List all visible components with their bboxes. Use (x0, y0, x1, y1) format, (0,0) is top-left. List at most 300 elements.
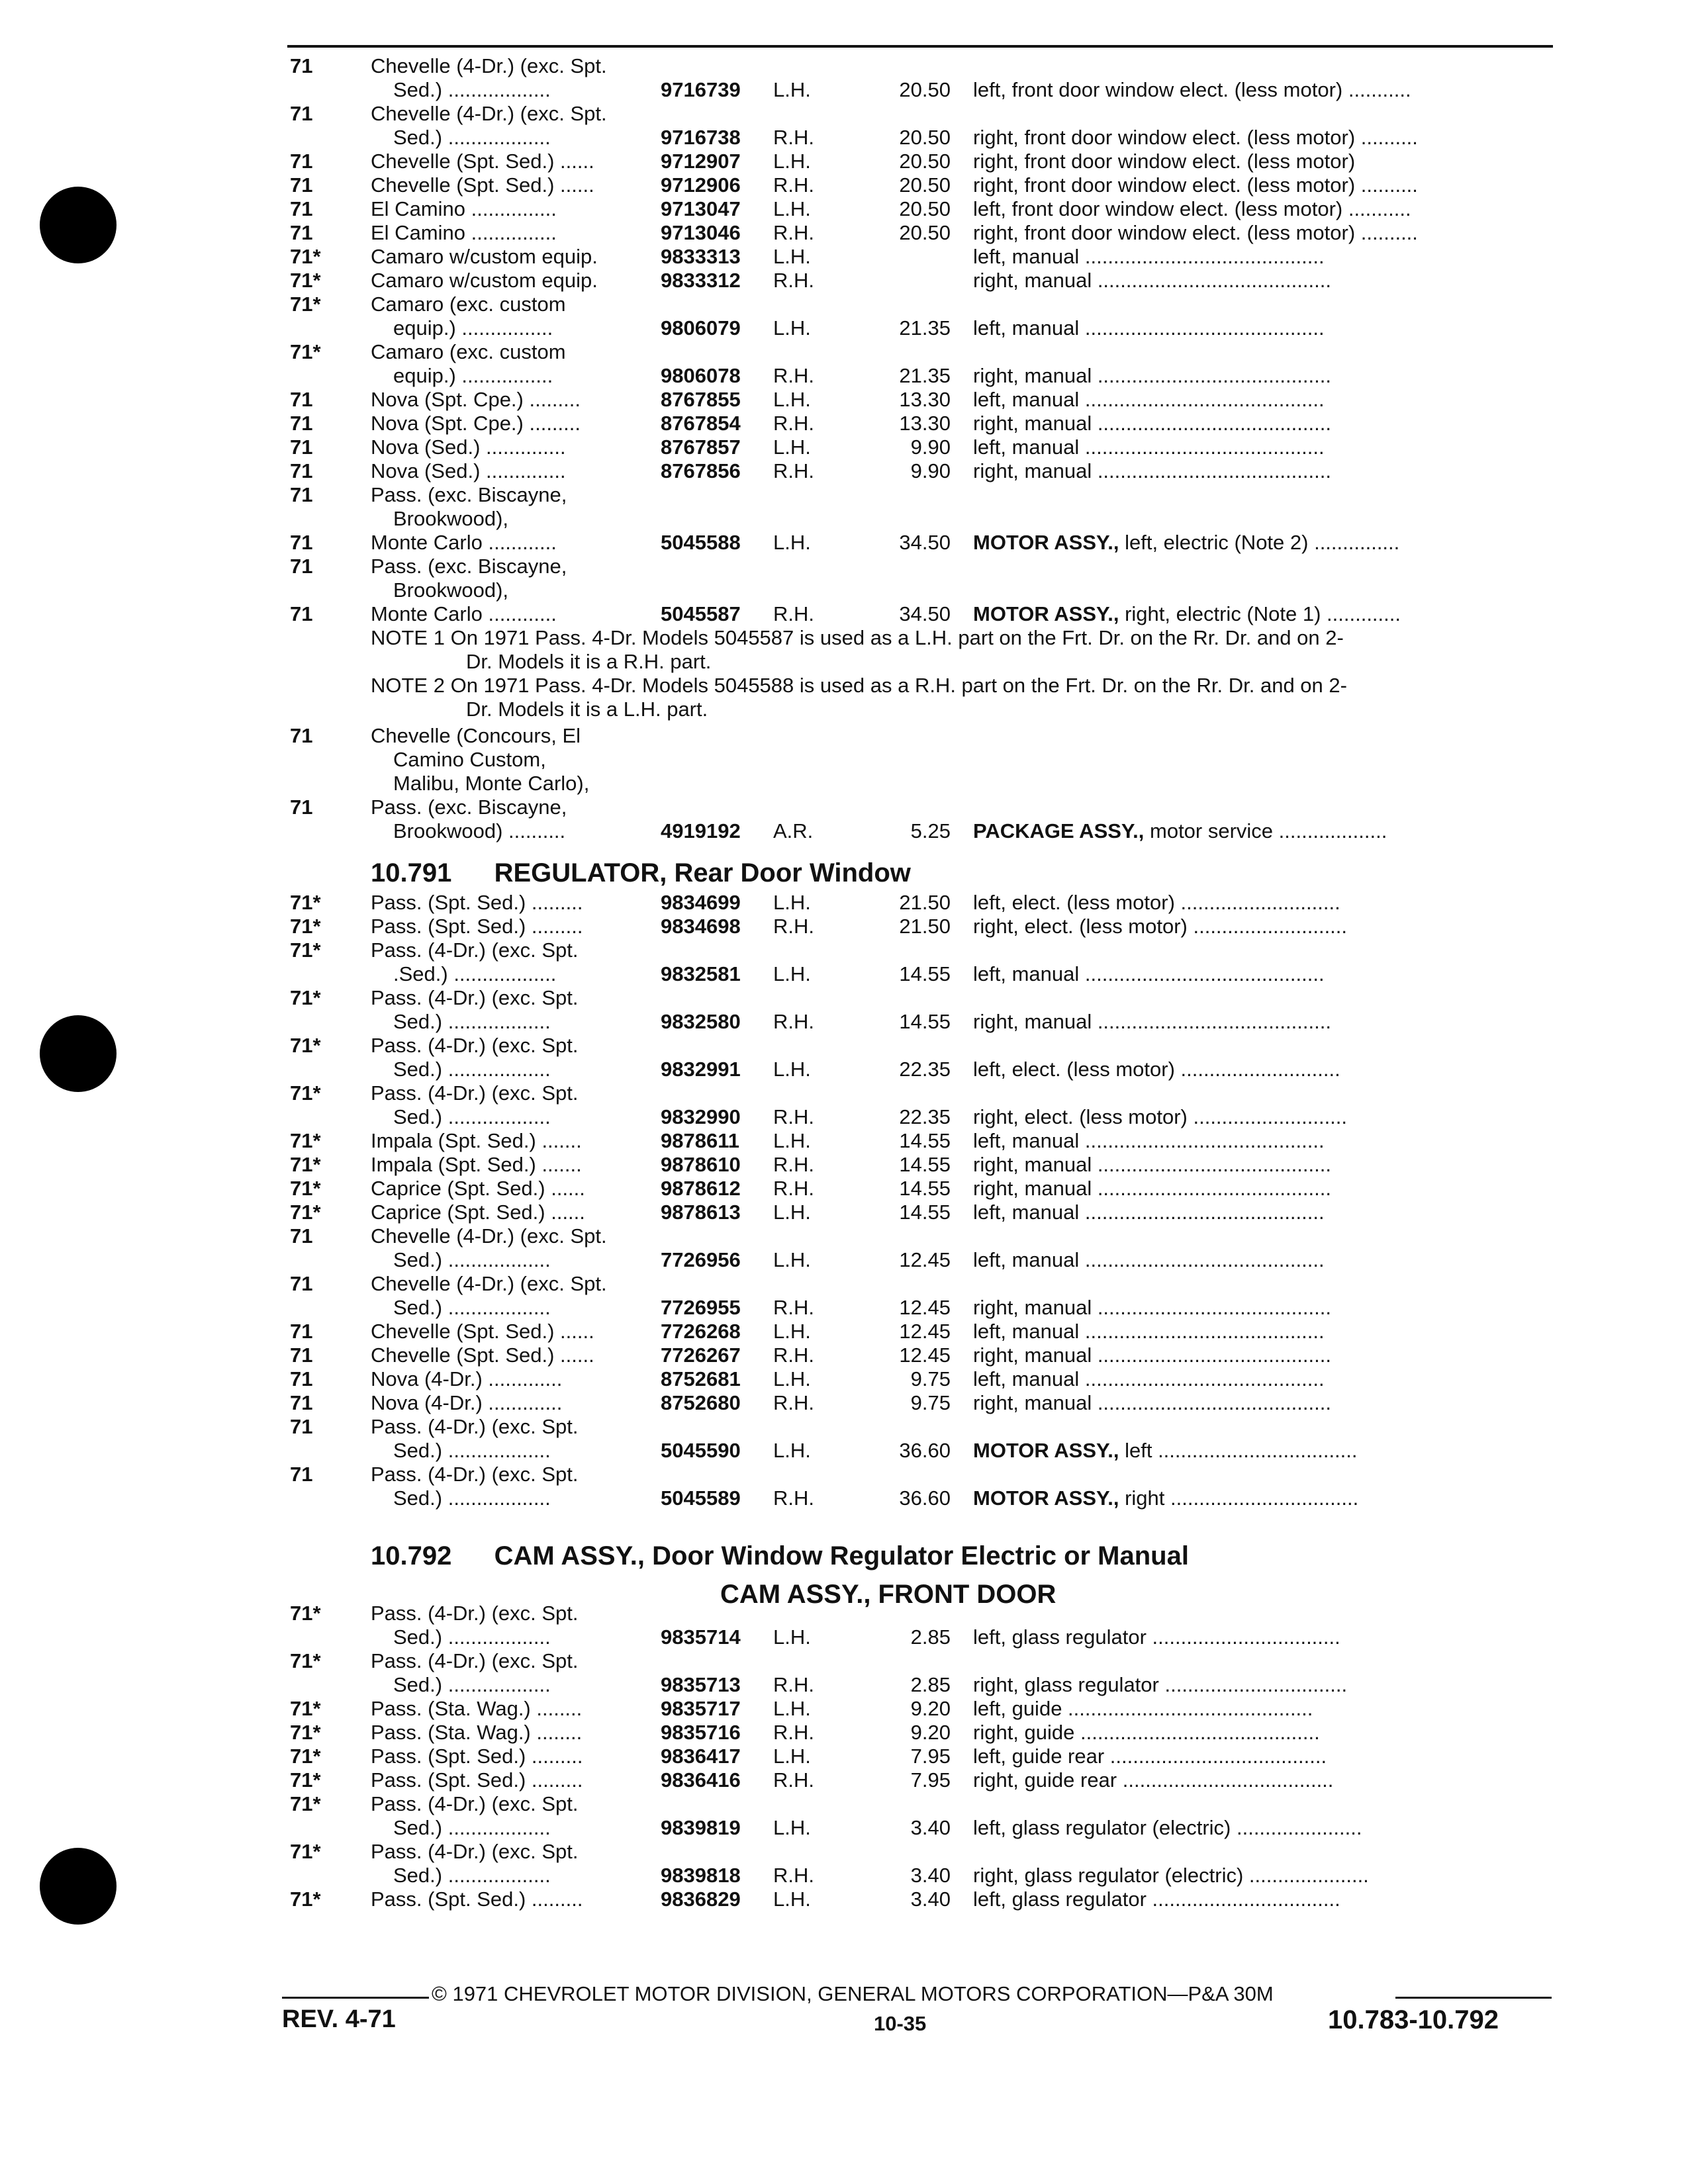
description-detail: right, front door window elect. (less motor) (973, 150, 1356, 173)
description (973, 435, 1549, 459)
note (371, 626, 1556, 674)
part-number: 9834698 (661, 915, 741, 938)
description (973, 962, 1549, 986)
model-year: 71 (290, 1343, 313, 1367)
price: 3.40 (910, 1864, 951, 1887)
part-number: 9878611 (661, 1129, 739, 1152)
application: Monte Carlo ............ (371, 602, 557, 625)
side-code: R.H. (773, 126, 814, 149)
part-number: 9716739 (661, 78, 741, 101)
price: 34.50 (899, 531, 951, 554)
application: Sed.) .................. (393, 126, 551, 149)
parts-row (0, 1391, 1688, 1418)
side-code: L.H. (773, 1625, 811, 1649)
model-year: 71 (290, 1463, 313, 1486)
model-year: 71* (290, 1081, 321, 1105)
parts-row (0, 1840, 1688, 1866)
price: 14.55 (899, 1153, 951, 1176)
part-number: 9836829 (661, 1888, 741, 1911)
description (973, 245, 1549, 269)
application: Monte Carlo ............ (371, 531, 557, 554)
price: 22.35 (899, 1058, 951, 1081)
parts-row (0, 364, 1688, 390)
parts-row (0, 340, 1688, 367)
side-code: R.H. (773, 1673, 814, 1696)
model-year: 71 (290, 388, 313, 411)
side-code: R.H. (773, 602, 814, 625)
description-detail: left, guide rear ...................................... (973, 1745, 1327, 1768)
parts-row (0, 1343, 1688, 1370)
description-detail: left, manual .......................................... (973, 1248, 1325, 1271)
application: Pass. (4-Dr.) (exc. Spt. (371, 1649, 579, 1672)
price: 9.20 (910, 1721, 951, 1744)
price: 14.55 (899, 1177, 951, 1200)
description-detail: right, manual ......................................... (973, 364, 1331, 387)
model-year: 71 (290, 435, 313, 459)
side-code: L.H. (773, 891, 811, 914)
model-year: 71* (290, 1177, 321, 1200)
application: El Camino ............... (371, 197, 557, 220)
description (973, 1010, 1549, 1034)
description-item-name: PACKAGE ASSY., (973, 819, 1145, 842)
description (973, 316, 1549, 340)
price: 9.90 (910, 435, 951, 459)
part-number: 9806079 (661, 316, 741, 340)
application: Chevelle (Spt. Sed.) ...... (371, 1320, 594, 1343)
model-year: 71* (290, 1201, 321, 1224)
parts-row (0, 1864, 1688, 1890)
part-number: 7726955 (661, 1296, 741, 1319)
application: Pass. (4-Dr.) (exc. Spt. (371, 1034, 579, 1057)
side-code: R.H. (773, 915, 814, 938)
side-code: R.H. (773, 1296, 814, 1319)
application: Chevelle (4-Dr.) (exc. Spt. (371, 102, 607, 125)
description-detail: right, glass regulator (electric) ..................... (973, 1864, 1369, 1887)
price: 2.85 (910, 1625, 951, 1649)
parts-row (0, 126, 1688, 152)
model-year: 71 (290, 602, 313, 625)
parts-row (0, 602, 1688, 629)
description-detail: motor service ................... (1144, 819, 1387, 842)
footer-copyright: © 1971 CHEVROLET MOTOR DIVISION, GENERAL MOTORS CORPORATION—P&A 30M (432, 1982, 1274, 2005)
parts-row (0, 1010, 1688, 1036)
description (973, 819, 1549, 843)
side-code: L.H. (773, 1816, 811, 1839)
part-number: 7726267 (661, 1343, 741, 1367)
application: Pass. (4-Dr.) (exc. Spt. (371, 1840, 579, 1863)
model-year: 71* (290, 1034, 321, 1057)
part-number: 9878612 (661, 1177, 741, 1200)
part-number: 8767854 (661, 412, 741, 435)
application: Pass. (4-Dr.) (exc. Spt. (371, 1602, 579, 1625)
application: Sed.) .................. (393, 1058, 551, 1081)
application: Brookwood), (393, 578, 509, 602)
part-number: 9713047 (661, 197, 741, 220)
application: Brookwood) .......... (393, 819, 566, 842)
application: Sed.) .................. (393, 1439, 551, 1462)
application: Chevelle (Concours, El (371, 724, 581, 747)
description-item-name: MOTOR ASSY., (973, 1439, 1119, 1462)
part-number: 8752681 (661, 1367, 741, 1390)
application: Sed.) .................. (393, 1105, 551, 1128)
model-year: 71 (290, 796, 313, 819)
model-year: 71 (290, 724, 313, 747)
model-year: 71* (290, 1768, 321, 1792)
description (973, 1391, 1549, 1415)
price: 7.95 (910, 1768, 951, 1792)
application: equip.) ................ (393, 364, 553, 387)
parts-row (0, 102, 1688, 128)
description-item-name: MOTOR ASSY., (973, 1486, 1119, 1510)
description-detail: right, manual ......................................... (973, 1177, 1331, 1200)
side-code: L.H. (773, 1320, 811, 1343)
application: Camino Custom, (393, 748, 546, 771)
parts-row (0, 1129, 1688, 1156)
price: 20.50 (899, 173, 951, 197)
description-detail: right, elect. (less motor) ........................... (973, 915, 1348, 938)
parts-row (0, 388, 1688, 414)
price: 21.50 (899, 915, 951, 938)
price: 20.50 (899, 221, 951, 244)
price: 21.35 (899, 316, 951, 340)
price: 2.85 (910, 1673, 951, 1696)
description (973, 150, 1549, 173)
model-year: 71* (290, 1649, 321, 1672)
description-detail: left, guide ........................................... (973, 1697, 1313, 1720)
price: 14.55 (899, 1129, 951, 1152)
part-number: 9878613 (661, 1201, 741, 1224)
application: Pass. (Sta. Wag.) ........ (371, 1697, 583, 1720)
parts-row (0, 938, 1688, 965)
description-detail: right, front door window elect. (less motor) .......... (973, 173, 1418, 197)
description (973, 1768, 1549, 1792)
application: Pass. (Spt. Sed.) ......... (371, 1745, 583, 1768)
description-detail: left, manual .......................................... (973, 316, 1325, 340)
price: 9.75 (910, 1367, 951, 1390)
application: Pass. (4-Dr.) (exc. Spt. (371, 1463, 579, 1486)
description-detail: right, manual ......................................... (973, 1391, 1331, 1414)
part-number: 9832991 (661, 1058, 741, 1081)
side-code: L.H. (773, 1745, 811, 1768)
application: equip.) ................ (393, 316, 553, 340)
part-number: 9713046 (661, 221, 741, 244)
description (973, 1201, 1549, 1224)
parts-row (0, 1248, 1688, 1275)
part-number: 9832990 (661, 1105, 741, 1128)
parts-row (0, 748, 1688, 774)
parts-row (0, 1486, 1688, 1513)
parts-row (0, 1415, 1688, 1441)
side-code: R.H. (773, 269, 814, 292)
application: Camaro w/custom equip. (371, 245, 598, 268)
price: 7.95 (910, 1745, 951, 1768)
application: Nova (Spt. Cpe.) ......... (371, 388, 581, 411)
model-year: 71* (290, 269, 321, 292)
price: 36.60 (899, 1486, 951, 1510)
price: 12.45 (899, 1248, 951, 1271)
parts-row (0, 962, 1688, 989)
side-code: L.H. (773, 1697, 811, 1720)
model-year: 71 (290, 531, 313, 554)
part-number: 4919192 (661, 819, 741, 842)
application: Brookwood), (393, 507, 509, 530)
part-number: 5045590 (661, 1439, 741, 1462)
subsection-title: CAM ASSY., FRONT DOOR (720, 1580, 1056, 1609)
section-heading-10-792 (371, 1541, 1189, 1571)
application: Sed.) .................. (393, 1010, 551, 1033)
parts-row (0, 796, 1688, 822)
part-number: 9832580 (661, 1010, 741, 1033)
part-number: 5045588 (661, 531, 741, 554)
price: 5.25 (910, 819, 951, 842)
parts-row (0, 915, 1688, 941)
description-detail: right, manual ......................................... (973, 1343, 1331, 1367)
parts-row (0, 555, 1688, 581)
part-number: 9832581 (661, 962, 741, 985)
description-detail: left, manual .......................................... (973, 1367, 1325, 1390)
model-year: 71* (290, 1792, 321, 1815)
description-detail: left, manual .......................................... (973, 435, 1325, 459)
description-detail: left, manual .......................................... (973, 1201, 1325, 1224)
parts-row (0, 1081, 1688, 1108)
parts-row (0, 221, 1688, 248)
description-detail: right, manual ......................................... (973, 269, 1331, 292)
description (973, 1296, 1549, 1320)
side-code: L.H. (773, 388, 811, 411)
side-code: R.H. (773, 1010, 814, 1033)
price: 13.30 (899, 412, 951, 435)
application: Pass. (Spt. Sed.) ......... (371, 1768, 583, 1792)
application: El Camino ............... (371, 221, 557, 244)
application: .Sed.) .................. (393, 962, 557, 985)
price: 20.50 (899, 126, 951, 149)
description-detail: right, glass regulator ................................ (973, 1673, 1348, 1696)
description (973, 1320, 1549, 1343)
price: 12.45 (899, 1296, 951, 1319)
description-detail: left, glass regulator (electric) ...................... (973, 1816, 1362, 1839)
application: Nova (4-Dr.) ............. (371, 1367, 563, 1390)
part-number: 5045587 (661, 602, 741, 625)
application: Camaro (exc. custom (371, 340, 566, 363)
application: Pass. (4-Dr.) (exc. Spt. (371, 986, 579, 1009)
side-code: R.H. (773, 1177, 814, 1200)
application: Pass. (4-Dr.) (exc. Spt. (371, 1792, 579, 1815)
application: Camaro w/custom equip. (371, 269, 598, 292)
parts-row (0, 316, 1688, 343)
parts-row (0, 173, 1688, 200)
parts-row (0, 507, 1688, 533)
description (973, 459, 1549, 483)
model-year: 71* (290, 1840, 321, 1863)
description-detail: left, manual .......................................... (973, 1129, 1325, 1152)
description-detail: left, manual .......................................... (973, 388, 1325, 411)
application: Chevelle (Spt. Sed.) ...... (371, 173, 594, 197)
footer-rule-left (282, 1997, 429, 1999)
description-detail: left, electric (Note 2) ............... (1119, 531, 1400, 554)
side-code: L.H. (773, 531, 811, 554)
model-year: 71 (290, 197, 313, 220)
price: 3.40 (910, 1816, 951, 1839)
footer-rule-right (1395, 1997, 1552, 1999)
part-number: 7726268 (661, 1320, 741, 1343)
parts-row (0, 531, 1688, 557)
application: Pass. (exc. Biscayne, (371, 555, 567, 578)
side-code: L.H. (773, 316, 811, 340)
part-number: 9716738 (661, 126, 741, 149)
price: 14.55 (899, 1201, 951, 1224)
price: 12.45 (899, 1320, 951, 1343)
price: 14.55 (899, 962, 951, 985)
description-detail: right, front door window elect. (less motor) .......... (973, 126, 1418, 149)
side-code: R.H. (773, 173, 814, 197)
parts-row (0, 1888, 1688, 1914)
top-rule (287, 45, 1553, 48)
model-year: 71* (290, 938, 321, 962)
description-item-name: MOTOR ASSY., (973, 531, 1119, 554)
description (973, 364, 1549, 388)
description-detail: left, manual .......................................... (973, 245, 1325, 268)
description-detail: right, manual ......................................... (973, 1010, 1331, 1033)
side-code: L.H. (773, 962, 811, 985)
model-year: 71 (290, 1320, 313, 1343)
application: Chevelle (4-Dr.) (exc. Spt. (371, 1272, 607, 1295)
description-detail: right, front door window elect. (less motor) .......... (973, 221, 1418, 244)
model-year: 71 (290, 1272, 313, 1295)
description-detail: right, elect. (less motor) ........................... (973, 1105, 1348, 1128)
description (973, 412, 1549, 435)
description (973, 1343, 1549, 1367)
section-heading-10-791 (371, 858, 911, 888)
parts-row (0, 891, 1688, 917)
parts-row (0, 1367, 1688, 1394)
part-number: 9712906 (661, 173, 741, 197)
page-number: 10-35 (874, 2012, 927, 2035)
application: Caprice (Spt. Sed.) ...... (371, 1177, 585, 1200)
section-number: 10.792 (371, 1541, 452, 1570)
model-year: 71 (290, 555, 313, 578)
description (973, 915, 1549, 938)
application: Nova (4-Dr.) ............. (371, 1391, 563, 1414)
part-number: 9712907 (661, 150, 741, 173)
model-year: 71* (290, 1721, 321, 1744)
model-year: 71 (290, 459, 313, 482)
model-year: 71 (290, 1415, 313, 1438)
side-code: R.H. (773, 459, 814, 482)
price: 20.50 (899, 197, 951, 220)
parts-row (0, 459, 1688, 486)
description-detail: right, manual ......................................... (973, 459, 1331, 482)
application: Sed.) .................. (393, 1816, 551, 1839)
price: 12.45 (899, 1343, 951, 1367)
parts-row (0, 1816, 1688, 1843)
description-detail: right, guide rear ..................................... (973, 1768, 1334, 1792)
side-code: A.R. (773, 819, 814, 842)
application: Chevelle (4-Dr.) (exc. Spt. (371, 1224, 607, 1248)
application: Caprice (Spt. Sed.) ...... (371, 1201, 585, 1224)
model-year: 71 (290, 221, 313, 244)
model-year: 71* (290, 915, 321, 938)
note-line: NOTE 2 On 1971 Pass. 4-Dr. Models 5045588 is used as a R.H. part on the Frt. Dr. on the Rr. Dr. and on 2- (371, 674, 1347, 697)
description (973, 173, 1549, 197)
description (973, 891, 1549, 915)
description-item-name: MOTOR ASSY., (973, 602, 1119, 625)
parts-row (0, 1768, 1688, 1795)
description (973, 1697, 1549, 1721)
parts-row (0, 412, 1688, 438)
description (973, 1177, 1549, 1201)
note-line: Dr. Models it is a L.H. part. (466, 698, 708, 721)
note (371, 674, 1556, 721)
description-detail: left ................................... (1119, 1439, 1358, 1462)
application: Sed.) .................. (393, 1673, 551, 1696)
model-year: 71 (290, 173, 313, 197)
parts-row (0, 1177, 1688, 1203)
description-detail: right, electric (Note 1) ............. (1119, 602, 1401, 625)
part-number: 9835714 (661, 1625, 741, 1649)
part-number: 9836417 (661, 1745, 741, 1768)
part-number: 9835716 (661, 1721, 741, 1744)
side-code: R.H. (773, 1153, 814, 1176)
part-number: 9833313 (661, 245, 741, 268)
side-code: L.H. (773, 1129, 811, 1152)
side-code: R.H. (773, 1864, 814, 1887)
model-year: 71 (290, 1367, 313, 1390)
parts-row (0, 1320, 1688, 1346)
description (973, 1888, 1549, 1911)
parts-row (0, 54, 1688, 81)
part-number: 9839818 (661, 1864, 741, 1887)
description (973, 78, 1549, 102)
part-number: 8767855 (661, 388, 741, 411)
model-year: 71 (290, 1224, 313, 1248)
price: 14.55 (899, 1010, 951, 1033)
parts-row (0, 1058, 1688, 1084)
model-year: 71* (290, 1745, 321, 1768)
application: Camaro (exc. custom (371, 293, 566, 316)
parts-row (0, 1721, 1688, 1747)
model-year: 71* (290, 340, 321, 363)
application: Sed.) .................. (393, 1296, 551, 1319)
application: Nova (Sed.) .............. (371, 459, 566, 482)
application: Pass. (4-Dr.) (exc. Spt. (371, 1415, 579, 1438)
price: 20.50 (899, 78, 951, 101)
side-code: L.H. (773, 1248, 811, 1271)
description (973, 197, 1549, 221)
parts-row (0, 578, 1688, 605)
side-code: L.H. (773, 78, 811, 101)
description-detail: right ................................. (1119, 1486, 1359, 1510)
description (973, 1058, 1549, 1081)
parts-row (0, 1105, 1688, 1132)
side-code: R.H. (773, 1105, 814, 1128)
parts-row (0, 150, 1688, 176)
model-year: 71* (290, 1888, 321, 1911)
side-code: R.H. (773, 1768, 814, 1792)
model-year: 71* (290, 293, 321, 316)
model-year: 71 (290, 54, 313, 77)
revision-label: REV. 4-71 (282, 2005, 396, 2033)
side-code: L.H. (773, 1439, 811, 1462)
parts-row (0, 819, 1688, 846)
application: Sed.) .................. (393, 1486, 551, 1510)
application: Sed.) .................. (393, 1625, 551, 1649)
model-year: 71* (290, 1602, 321, 1625)
description (973, 1439, 1549, 1463)
application: Nova (Spt. Cpe.) ......... (371, 412, 581, 435)
application: Nova (Sed.) .............. (371, 435, 566, 459)
price: 34.50 (899, 602, 951, 625)
part-number: 9835717 (661, 1697, 741, 1720)
